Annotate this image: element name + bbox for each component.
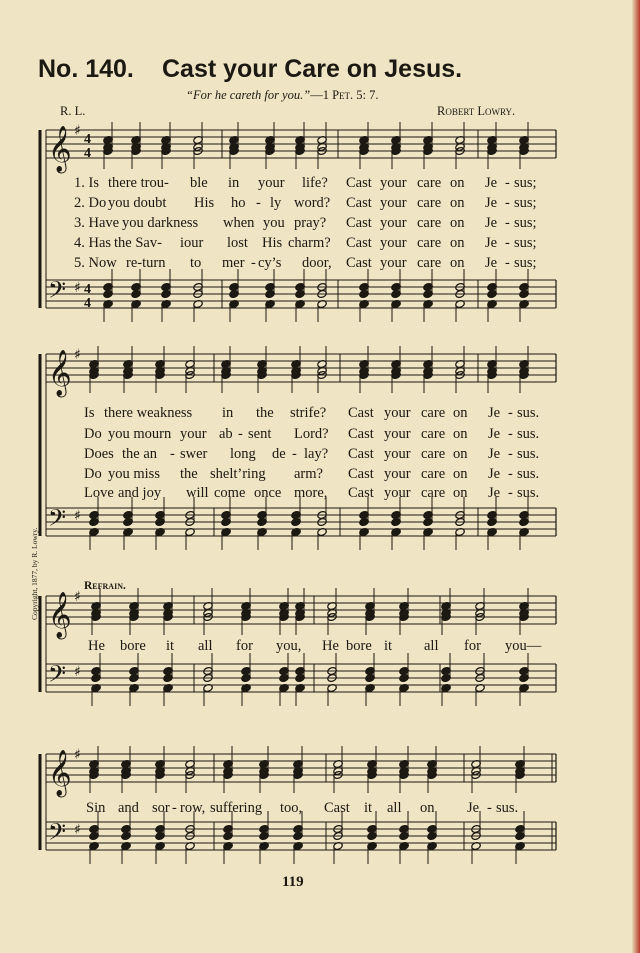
- syllable: your: [380, 195, 407, 211]
- syllable: sus.: [496, 800, 519, 816]
- syllable: sus;: [514, 235, 537, 251]
- syllable: Do: [84, 426, 102, 442]
- treble-clef: 𝄞: [48, 350, 72, 396]
- syllable: lay?: [304, 446, 329, 462]
- syllable: Je: [488, 405, 501, 421]
- verse-line-1-5: [0, 255, 640, 273]
- syllable: on: [420, 800, 435, 816]
- syllable: once: [254, 485, 282, 501]
- syllable: you miss: [108, 466, 160, 482]
- syllable: re-turn: [126, 255, 166, 271]
- syllable: in: [228, 175, 240, 191]
- bass-clef: 𝄢: [48, 276, 67, 309]
- syllable: mer: [222, 255, 245, 271]
- syllable: de: [272, 446, 286, 462]
- syllable: Je: [485, 235, 498, 251]
- syllable: -: [508, 446, 513, 462]
- verse-line-2-4: [0, 466, 640, 484]
- key-signature-sharp: ♯: [74, 347, 81, 363]
- syllable: charm?: [288, 235, 331, 251]
- syllable: your: [180, 426, 207, 442]
- syllable: your: [380, 235, 407, 251]
- time-signature-bottom: 4: [84, 146, 91, 161]
- syllable: Cast: [346, 255, 372, 271]
- syllable: you doubt: [108, 195, 167, 211]
- syllable: ab: [219, 426, 233, 442]
- syllable: 4. Has: [74, 235, 112, 251]
- syllable: you mourn: [108, 426, 172, 442]
- syllable: -: [508, 405, 513, 421]
- refrain-lyrics-line-1: [0, 638, 640, 656]
- syllable: lost: [227, 235, 248, 251]
- page-number: 119: [282, 874, 304, 890]
- syllable: will: [186, 485, 209, 501]
- syllable: 1. Is: [74, 175, 99, 191]
- syllable: swer: [180, 446, 208, 462]
- syllable: 3. Have: [74, 215, 120, 231]
- syllable: Je: [488, 485, 501, 501]
- syllable: you—: [505, 638, 542, 654]
- syllable: Cast: [346, 235, 372, 251]
- copyright-notice: Copyright, 1877, by R. Lowry.: [30, 527, 39, 620]
- syllable: strife?: [290, 405, 327, 421]
- syllable: He: [88, 638, 105, 654]
- syllable: long: [230, 446, 256, 462]
- hymn-number: No. 140.: [38, 55, 134, 83]
- syllable: -: [505, 195, 510, 211]
- syllable: -: [251, 255, 256, 271]
- syllable: His: [194, 195, 215, 211]
- syllable: care: [421, 466, 446, 482]
- syllable: care: [421, 485, 446, 501]
- verse-line-2-3: [0, 446, 640, 464]
- syllable: on: [453, 466, 468, 482]
- syllable: care: [421, 446, 446, 462]
- syllable: Cast: [348, 485, 374, 501]
- syllable: Lord?: [294, 426, 329, 442]
- syllable: more,: [294, 485, 328, 501]
- syllable: on: [450, 235, 465, 251]
- syllable: 5. Now: [74, 255, 117, 271]
- syllable: you: [263, 215, 285, 231]
- syllable: and: [118, 800, 139, 816]
- syllable: there weakness: [104, 405, 193, 421]
- syllable: 2. Do: [74, 195, 107, 211]
- syllable: Cast: [348, 466, 374, 482]
- syllable: on: [453, 446, 468, 462]
- syllable: and joy: [118, 485, 162, 501]
- time-signature-top: 4: [84, 132, 91, 147]
- syllable: life?: [302, 175, 328, 191]
- syllable: sor: [152, 800, 170, 816]
- syllable: door,: [302, 255, 332, 271]
- key-signature-sharp: ♯: [74, 280, 81, 296]
- syllable: iour: [180, 235, 204, 251]
- syllable: care: [417, 255, 442, 271]
- syllable: in: [222, 405, 234, 421]
- bass-clef: 𝄢: [48, 818, 67, 851]
- syllable: -: [508, 426, 513, 442]
- syllable: His: [262, 235, 283, 251]
- syllable: the: [256, 405, 274, 421]
- syllable: sent: [248, 426, 272, 442]
- time-signature-top: 4: [84, 282, 91, 297]
- hymn-title: Cast your Care on Jesus.: [162, 55, 463, 83]
- treble-clef: 𝄞: [48, 126, 72, 172]
- syllable: Cast: [346, 215, 372, 231]
- treble-clef: 𝄞: [48, 750, 72, 796]
- bass-clef: 𝄢: [48, 504, 67, 537]
- syllable: the: [180, 466, 198, 482]
- syllable: Does: [84, 446, 114, 462]
- syllable: -: [505, 235, 510, 251]
- syllable: ly: [270, 195, 282, 211]
- syllable: your: [384, 466, 411, 482]
- syllable: it: [384, 638, 393, 654]
- syllable: your: [384, 405, 411, 421]
- syllable: Do: [84, 466, 102, 482]
- syllable: suffering: [210, 800, 263, 816]
- syllable: care: [421, 405, 446, 421]
- syllable: -: [505, 175, 510, 191]
- key-signature-sharp: ♯: [74, 508, 81, 524]
- syllable: your: [384, 446, 411, 462]
- syllable: Je: [467, 800, 480, 816]
- syllable: sus;: [514, 175, 537, 191]
- key-signature-sharp: ♯: [74, 822, 81, 838]
- syllable: your: [258, 175, 285, 191]
- syllable: -: [505, 215, 510, 231]
- time-signature-bottom: 4: [84, 296, 91, 311]
- syllable: shelt’ring: [210, 466, 266, 482]
- syllable: -: [172, 800, 177, 816]
- epigraph-reference: —1 Pet. 5: 7.: [310, 88, 379, 102]
- key-signature-sharp: ♯: [74, 123, 81, 139]
- refrain-label: Refrain.: [84, 580, 126, 592]
- syllable: on: [450, 255, 465, 271]
- syllable: bore: [120, 638, 146, 654]
- syllable: Je: [485, 215, 498, 231]
- syllable: come: [214, 485, 246, 501]
- syllable: cy’s: [258, 255, 282, 271]
- syllable: too,: [280, 800, 303, 816]
- verse-line-1-4: [0, 235, 640, 253]
- syllable: -: [292, 446, 297, 462]
- syllable: word?: [294, 195, 331, 211]
- key-signature-sharp: ♯: [74, 747, 81, 763]
- syllable: when: [223, 215, 255, 231]
- syllable: on: [450, 195, 465, 211]
- syllable: Je: [488, 466, 501, 482]
- syllable: on: [453, 405, 468, 421]
- bass-clef: 𝄢: [48, 660, 67, 693]
- syllable: on: [450, 215, 465, 231]
- key-signature-sharp: ♯: [74, 589, 81, 605]
- syllable: all: [198, 638, 213, 654]
- syllable: care: [421, 426, 446, 442]
- syllable: ble: [190, 175, 208, 191]
- syllable: -: [170, 446, 175, 462]
- syllable: for: [236, 638, 253, 654]
- syllable: sus.: [517, 405, 540, 421]
- syllable: Cast: [324, 800, 350, 816]
- syllable: the an: [122, 446, 158, 462]
- syllable: row,: [180, 800, 206, 816]
- syllable: it: [166, 638, 175, 654]
- syllable: pray?: [294, 215, 327, 231]
- syllable: care: [417, 215, 442, 231]
- key-signature-sharp: ♯: [74, 664, 81, 680]
- syllable: He: [322, 638, 339, 654]
- syllable: your: [380, 255, 407, 271]
- syllable: care: [417, 235, 442, 251]
- syllable: Cast: [348, 405, 374, 421]
- syllable: your: [380, 175, 407, 191]
- syllable: -: [487, 800, 492, 816]
- syllable: sus.: [517, 466, 540, 482]
- syllable: on: [453, 485, 468, 501]
- syllable: -: [256, 195, 261, 211]
- syllable: sus.: [517, 446, 540, 462]
- syllable: Sin: [86, 800, 106, 816]
- syllable: -: [238, 426, 243, 442]
- syllable: ho: [231, 195, 246, 211]
- syllable: arm?: [294, 466, 323, 482]
- syllable: Cast: [346, 195, 372, 211]
- syllable: Love: [84, 485, 114, 501]
- syllable: to: [190, 255, 202, 271]
- syllable: sus;: [514, 215, 537, 231]
- epigraph-text: “For he careth for you.”: [186, 88, 311, 102]
- verse-line-2-1: [0, 405, 640, 423]
- syllable: it: [364, 800, 373, 816]
- syllable: Je: [488, 446, 501, 462]
- syllable: your: [384, 485, 411, 501]
- syllable: Cast: [346, 175, 372, 191]
- syllable: Cast: [348, 446, 374, 462]
- treble-clef: 𝄞: [48, 592, 72, 638]
- syllable: Je: [485, 195, 498, 211]
- syllable: bore: [346, 638, 372, 654]
- syllable: you,: [276, 638, 302, 654]
- syllable: on: [450, 175, 465, 191]
- syllable: sus.: [517, 426, 540, 442]
- composer: Robert Lowry.: [437, 104, 516, 118]
- syllable: sus;: [514, 255, 537, 271]
- verse-line-2-5: [0, 485, 640, 503]
- syllable: on: [453, 426, 468, 442]
- syllable: Is: [84, 405, 95, 421]
- syllable: -: [505, 255, 510, 271]
- syllable: Je: [485, 175, 498, 191]
- syllable: Je: [485, 255, 498, 271]
- syllable: sus;: [514, 195, 537, 211]
- syllable: your: [380, 215, 407, 231]
- syllable: you darkness: [122, 215, 199, 231]
- syllable: for: [464, 638, 481, 654]
- verse-line-1-3: [0, 215, 640, 233]
- refrain-lyrics-line-2: [0, 800, 640, 818]
- syllable: Je: [488, 426, 501, 442]
- syllable: your: [384, 426, 411, 442]
- syllable: the Sav-: [114, 235, 162, 251]
- syllable: all: [424, 638, 439, 654]
- syllable: care: [417, 175, 442, 191]
- syllable: -: [508, 485, 513, 501]
- syllable: -: [508, 466, 513, 482]
- verse-line-1-1: [0, 175, 640, 193]
- syllable: all: [387, 800, 402, 816]
- syllable: sus.: [517, 485, 540, 501]
- author: R. L.: [60, 104, 86, 118]
- verse-line-2-2: [0, 426, 640, 444]
- syllable: care: [417, 195, 442, 211]
- syllable: Cast: [348, 426, 374, 442]
- syllable: there trou-: [108, 175, 169, 191]
- verse-line-1-2: [0, 195, 640, 213]
